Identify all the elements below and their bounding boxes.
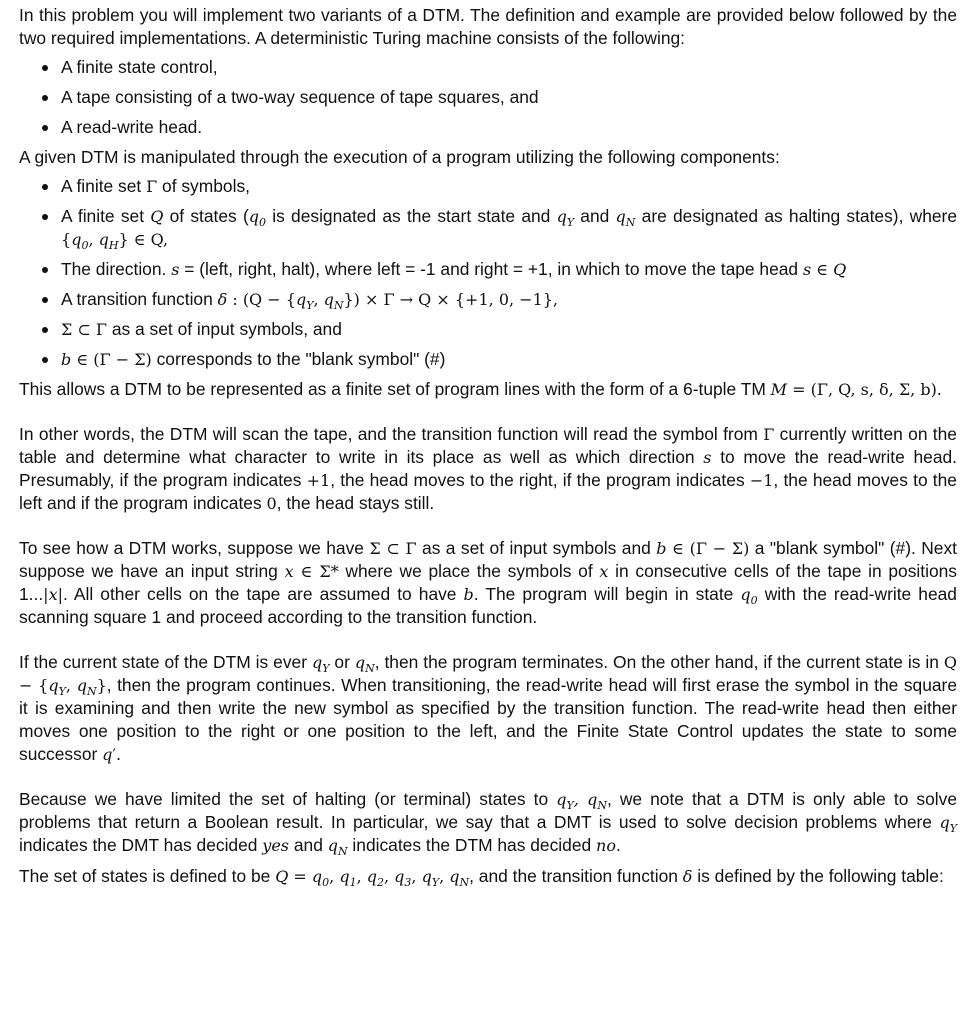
dtm-components-list — [19, 56, 957, 139]
list-item: b ∈ (Γ − Σ) corresponds to the "blank symbol" (#) — [61, 348, 957, 371]
current-state-paragraph: If the current state of the DTM is ever $q_Y$ or $q_N$, then the program terminates. On the other hand, if the current state is in $Q - \{q_Y$, $q_N$}, then the program continues. When transitioning, the read-write head will first erase the symbol in the square it is examining and then write the new symbol as specified by the transition function. The read-write head then either moves one position to the right or one position to the left, and the Finite State Control updates the state to some successor q′. — [19, 652, 958, 764]
list-item: A read-write head. — [61, 116, 957, 139]
list-item: A finite set Q of states ($q_0$ is designated as the start state and $q_Y$ and $q_N$ are designated as halting states), where {$q_0$, $q_H$} ∈ Q, — [61, 206, 958, 253]
other-words-paragraph: In other words, the DTM will scan the tape, and the transition function will read the symbol from Γ currently written on the table and determine what character to write in its place as well as which direction s to move the read-write head. Presumably, if the program indicates +1, the head moves to the right, if the program indicates −1, the head moves to the left and if the program indicates 0, the head stays still. — [19, 424, 957, 513]
intro-paragraph: In this problem you will implement two variants of a DTM. The definition and example are provided below followed by the two required implementations. A deterministic Turing machine consists of the following: — [19, 5, 957, 48]
limited-paragraph: Because we have limited the set of halting (or terminal) states to $q_Y$, $q_N$, we note that a DTM is only able to solve problems that return a Boolean result. In particular, we say that a DMT is used to solve decision problems where $q_Y$ indicates the DMT has decided yes and $q_N$ indicates the DTM has decided no. — [19, 789, 957, 859]
list-item: A finite state control, — [61, 56, 957, 79]
list-item: The direction. s = (left, right, halt), where left = -1 and right = +1, in which to move the tape head s ∈ Q — [61, 258, 957, 281]
program-components-list — [19, 175, 957, 371]
list-item: Σ ⊂ Γ as a set of input symbols, and — [61, 318, 957, 341]
how-works-paragraph: To see how a DTM works, suppose we have Σ ⊂ Γ as a set of input symbols and b ∈ (Γ − Σ) a "blank symbol" (#). Next suppose we have an input string x ∈ Σ* where we place the symbols of x in consecutive cells of the tape in positions 1...|x|. All other cells on the tape are assumed to have b. The program will begin in state $q_0$ with the read-write head scanning square 1 and proceed according to the transition function. — [19, 538, 958, 627]
list-item: A tape consisting of a two-way sequence of tape squares, and — [61, 86, 957, 109]
list-item: A transition function δ : ($Q - \{q_Y$, $q_N\}) \times \Gamma \to Q \times \{+1$, 0, −1}, — [61, 288, 957, 311]
set-states-paragraph: The set of states is defined to be $Q = q_0$, $q_1$, $q_2$, $q_3$, $q_Y$, $q_N$, and the transition function δ is defined by the following table: — [19, 866, 944, 890]
list-item: A finite set Γ of symbols, — [61, 175, 957, 198]
given-paragraph: A given DTM is manipulated through the execution of a program utilizing the following components: — [19, 147, 780, 167]
tuple-paragraph: This allows a DTM to be represented as a finite set of program lines with the form of a 6-tuple TM M = (Γ, Q, s, δ, Σ, b). — [19, 379, 942, 399]
